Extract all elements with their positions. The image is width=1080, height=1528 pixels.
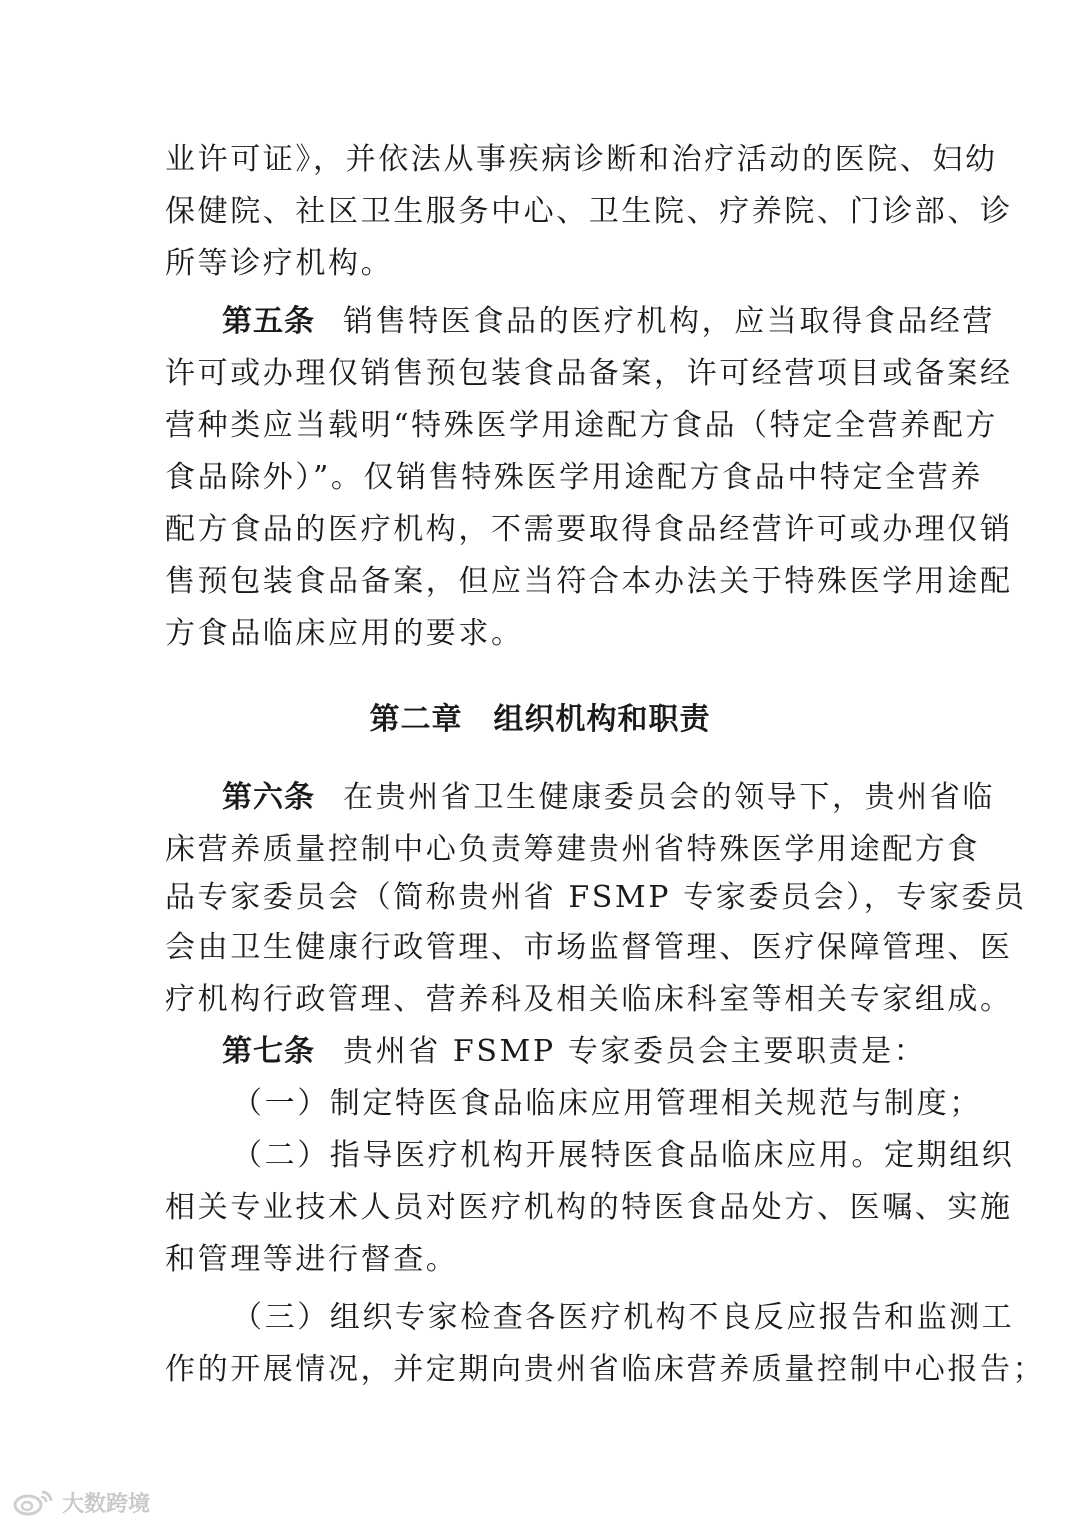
text-line: 配方食品的医疗机构，不需要取得食品经营许可或办理仅销 — [165, 512, 1013, 547]
watermark-text: 大数跨境 — [62, 1491, 151, 1517]
article-6-first-line — [222, 772, 995, 824]
text-line: 相关专业技术人员对医疗机构的特医食品处方、医嘱、实施 — [165, 1190, 1013, 1225]
text-line: 营种类应当载明“特殊医学用途配方食品（特定全营养配方 — [165, 408, 998, 443]
watermark — [12, 1486, 150, 1518]
weibo-logo-icon — [12, 1488, 56, 1516]
text-line: 疗机构行政管理、营养科及相关临床科室等相关专家组成。 — [165, 982, 1013, 1017]
text-line: 业许可证》，并依法从事疾病诊断和治疗活动的医院、妇幼 — [165, 142, 998, 177]
article-5-first-line — [222, 296, 995, 348]
text-line: 作的开展情况，并定期向贵州省临床营养质量控制中心报告； — [165, 1352, 1046, 1387]
text-line: 品专家委员会（简称贵州省 FSMP 专家委员会），专家委员 — [165, 880, 1027, 915]
article-7-first-line — [222, 1026, 925, 1078]
article-7-title: 第七条 — [222, 1034, 315, 1069]
text-line: 食品除外）”。仅销售特殊医学用途配方食品中特定全营养 — [165, 460, 983, 495]
text-line: 和管理等进行督查。 — [165, 1242, 459, 1277]
text-line: 会由卫生健康行政管理、市场监督管理、医疗保障管理、医 — [165, 930, 1013, 965]
text-line: 所等诊疗机构。 — [165, 246, 394, 281]
text-line: 保健院、社区卫生服务中心、卫生院、疗养院、门诊部、诊 — [165, 194, 1013, 229]
list-item: （二）指导医疗机构开展特医食品临床应用。定期组织 — [232, 1138, 1015, 1173]
chapter-heading: 第二章 组织机构和职责 — [369, 702, 711, 737]
text-line: 在贵州省卫生健康委员会的领导下，贵州省临 — [343, 780, 995, 815]
article-5-title: 第五条 — [222, 304, 315, 339]
list-item: （一）制定特医食品临床应用管理相关规范与制度； — [232, 1086, 982, 1121]
text-line: 方食品临床应用的要求。 — [165, 616, 524, 651]
text-line: 贵州省 FSMP 专家委员会主要职责是： — [343, 1034, 927, 1069]
text-line: 售预包装食品备案，但应当符合本办法关于特殊医学用途配 — [165, 564, 1013, 599]
text-line: 床营养质量控制中心负责筹建贵州省特殊医学用途配方食 — [165, 832, 980, 867]
article-6-title: 第六条 — [222, 780, 315, 815]
text-line: 许可或办理仅销售预包装食品备案，许可经营项目或备案经 — [165, 356, 1013, 391]
list-item: （三）组织专家检查各医疗机构不良反应报告和监测工 — [232, 1300, 1015, 1335]
text-line: 销售特医食品的医疗机构，应当取得食品经营 — [343, 304, 995, 339]
